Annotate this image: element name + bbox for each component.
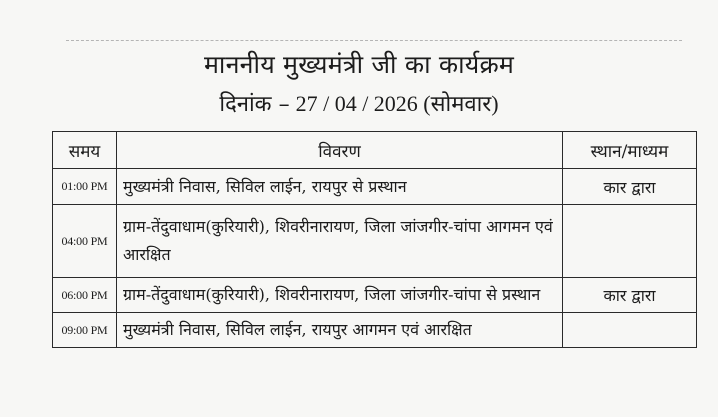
- date-line: [0, 89, 718, 120]
- table-row: [53, 169, 697, 205]
- header-place: स्थान/माध्यम: [563, 132, 697, 169]
- row-details: मुख्यमंत्री निवास, सिविल लाईन, रायपुर आगमन एवं आरक्षित: [117, 313, 563, 348]
- table-row: [53, 205, 697, 278]
- schedule-table: [52, 131, 697, 348]
- row-time: 06:00 PM: [53, 278, 117, 313]
- table-header-row: [53, 132, 697, 169]
- row-details: ग्राम-तेंदुवाधाम(कुरियारी), शिवरीनारायण, जिला जांजगीर-चांपा आगमन एवं आरक्षित: [117, 205, 563, 278]
- top-divider: [66, 40, 682, 41]
- table-row: [53, 313, 697, 348]
- row-details: मुख्यमंत्री निवास, सिविल लाईन, रायपुर से प्रस्थान: [117, 169, 563, 205]
- row-time: 09:00 PM: [53, 313, 117, 348]
- header-time: समय: [53, 132, 117, 169]
- row-place: [563, 313, 697, 348]
- date-label: दिनांक –: [219, 92, 290, 117]
- document-title: माननीय मुख्यमंत्री जी का कार्यक्रम: [203, 50, 515, 79]
- row-place: कार द्वारा: [563, 278, 697, 313]
- row-details: ग्राम-तेंदुवाधाम(कुरियारी), शिवरीनारायण, जिला जांजगीर-चांपा से प्रस्थान: [117, 278, 563, 313]
- header-details: विवरण: [117, 132, 563, 169]
- row-place: [563, 205, 697, 278]
- row-place: कार द्वारा: [563, 169, 697, 205]
- table-row: [53, 278, 697, 313]
- date-value: 27 / 04 / 2026 (सोमवार): [295, 91, 499, 116]
- row-time: 04:00 PM: [53, 205, 117, 278]
- row-time: 01:00 PM: [53, 169, 117, 205]
